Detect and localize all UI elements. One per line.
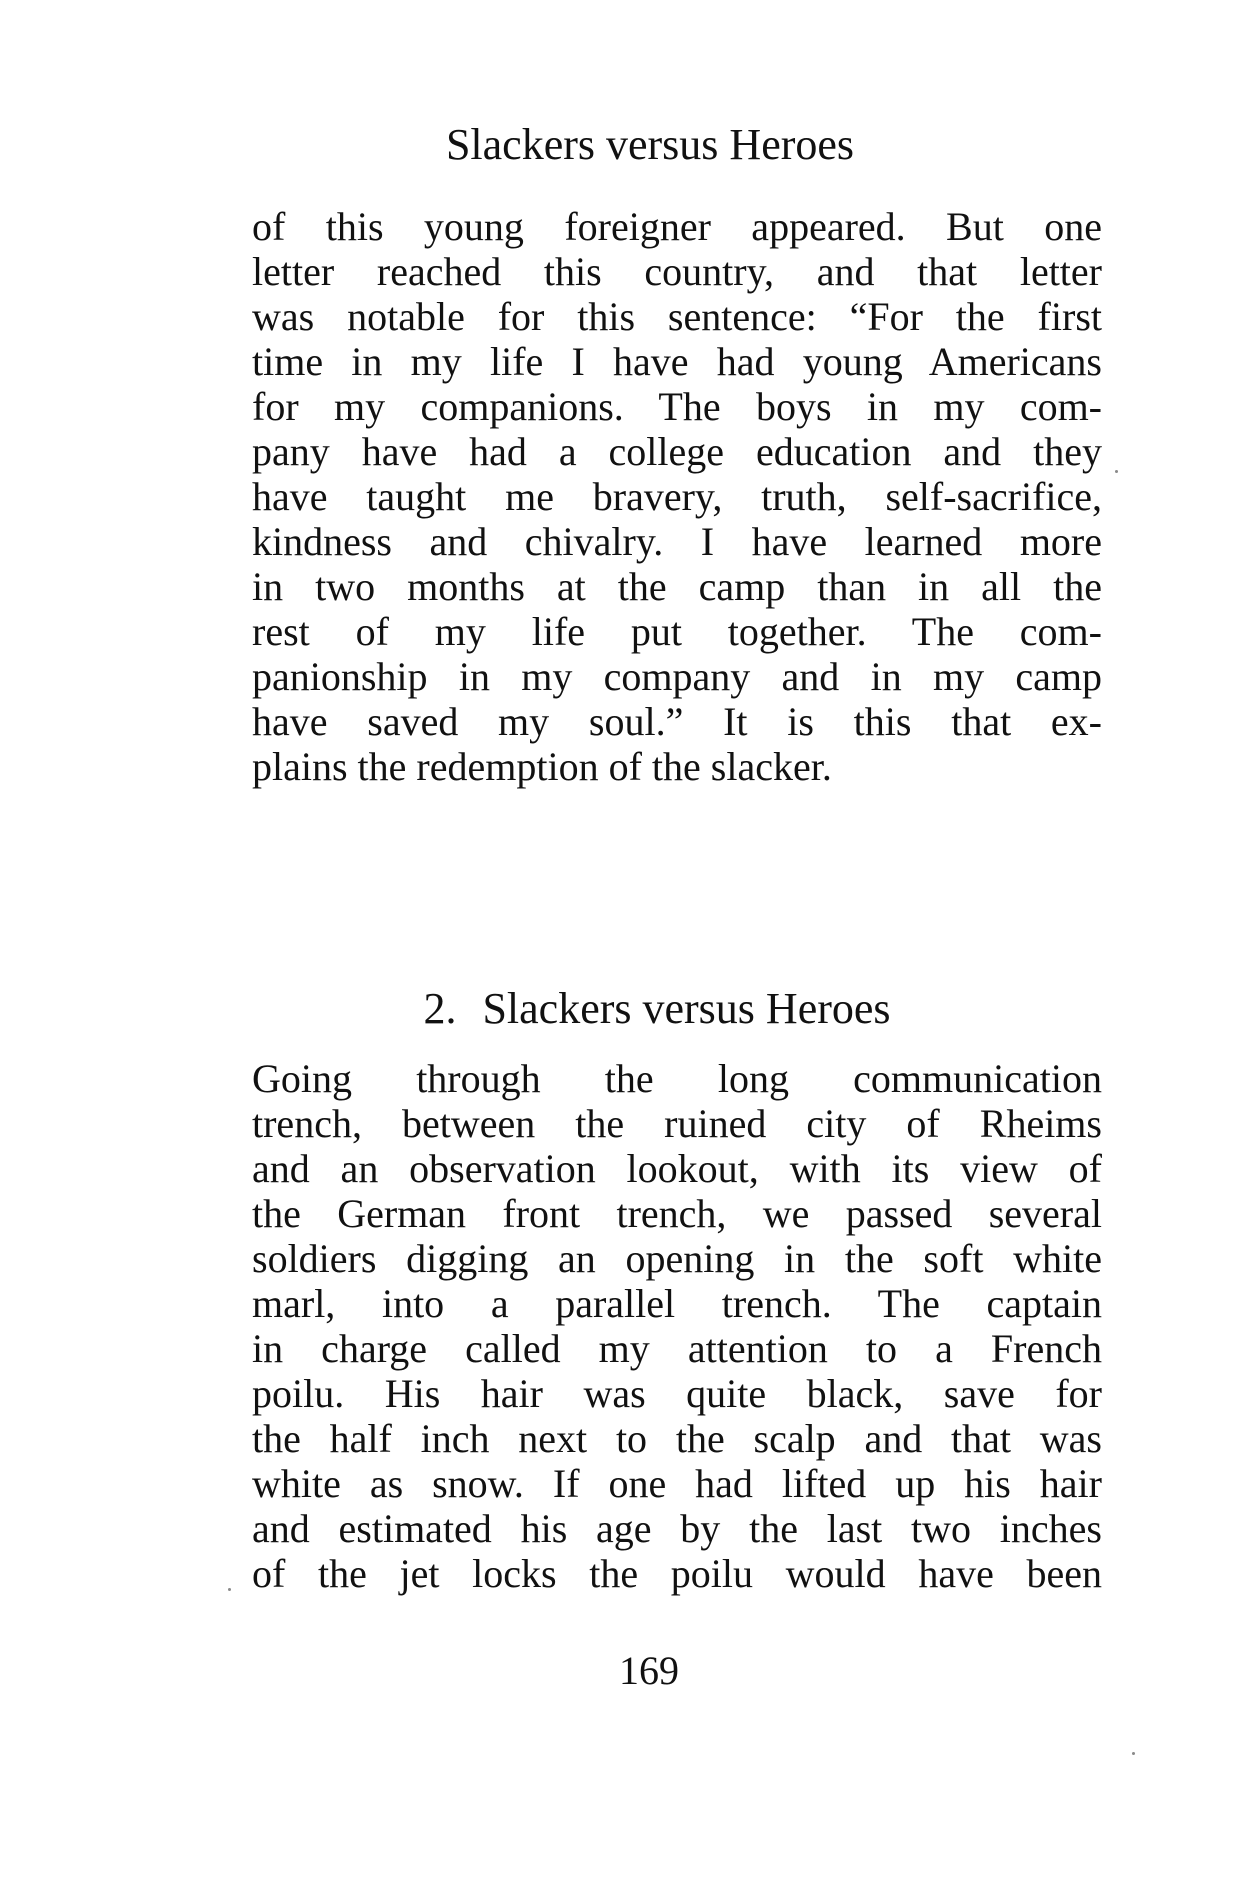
page-number: 169 (619, 1648, 679, 1693)
text-line: pany have had a college education and they (252, 429, 1102, 474)
text-line: and estimated his age by the last two inches (252, 1506, 1102, 1551)
section-number: 2. (423, 984, 457, 1033)
section-title: Slackers versus Heroes (482, 984, 891, 1033)
text-line: of the jet locks the poilu would have been (252, 1551, 1102, 1596)
text-line: the half inch next to the scalp and that was (252, 1416, 1102, 1461)
text-line: the German front trench, we passed several (252, 1191, 1102, 1236)
text-line: panionship in my company and in my camp (252, 654, 1102, 699)
text-line: was notable for this sentence: “For the first (252, 294, 1102, 339)
text-line: kindness and chivalry. I have learned more (252, 519, 1102, 564)
running-head: Slackers versus Heroes (445, 120, 855, 169)
text-line: letter reached this country, and that letter (252, 249, 1102, 294)
text-line: white as snow. If one had lifted up his hair (252, 1461, 1102, 1506)
text-line: plains the redemption of the slacker. (252, 744, 832, 789)
section-heading (0, 982, 1250, 1036)
paper-speck (1115, 470, 1118, 473)
paper-speck (228, 1588, 231, 1591)
paper-speck (1132, 1752, 1135, 1755)
text-line: and an observation lookout, with its view of (252, 1146, 1102, 1191)
text-line: trench, between the ruined city of Rheims (252, 1101, 1102, 1146)
text-line: time in my life I have had young Americans (252, 339, 1102, 384)
text-line: soldiers digging an opening in the soft white (252, 1236, 1102, 1281)
text-line: have taught me bravery, truth, self-sacrifice, (252, 474, 1102, 519)
text-line: in two months at the camp than in all the (252, 564, 1102, 609)
text-line: in charge called my attention to a French (252, 1326, 1102, 1371)
text-line: for my companions. The boys in my com- (252, 384, 1102, 429)
text-line: Going through the long communication (252, 1056, 1102, 1101)
text-line: marl, into a parallel trench. The captain (252, 1281, 1102, 1326)
text-line: have saved my soul.” It is this that ex- (252, 699, 1102, 744)
text-line: rest of my life put together. The com- (252, 609, 1102, 654)
text-line: poilu. His hair was quite black, save for (252, 1371, 1102, 1416)
text-line: of this young foreigner appeared. But one (252, 204, 1102, 249)
